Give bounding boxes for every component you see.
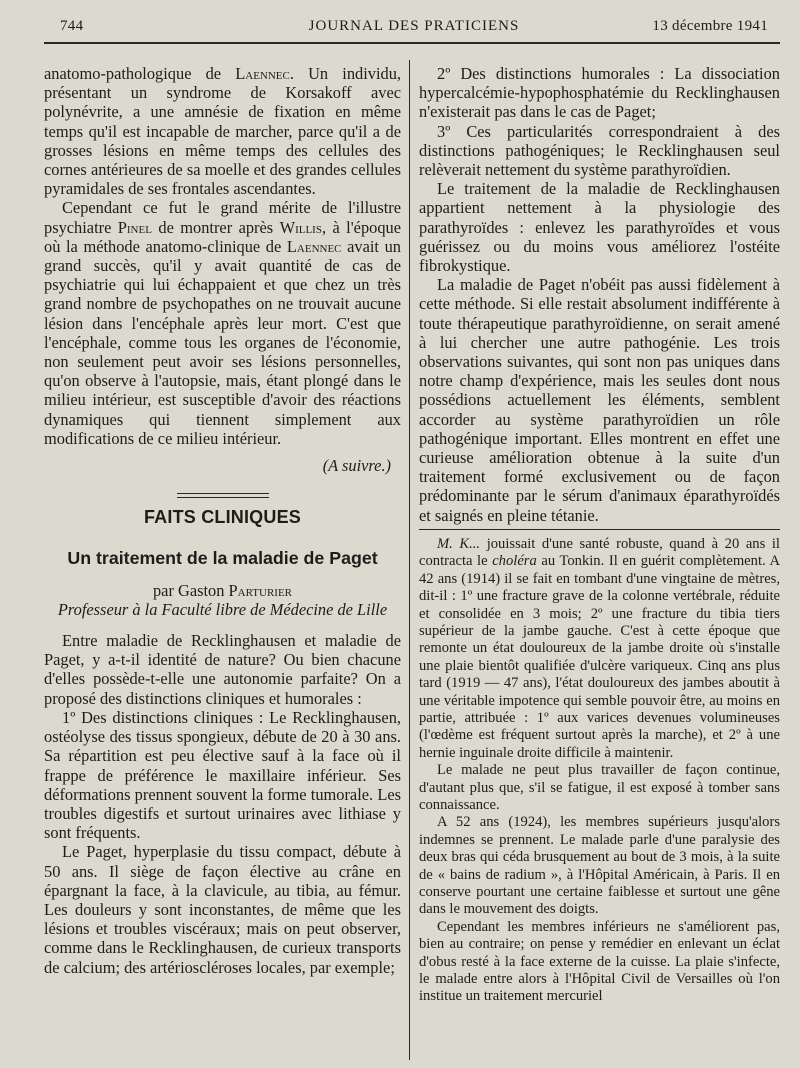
author-name: Parturier — [228, 580, 293, 600]
section-title: FAITS CLINIQUES — [143, 507, 301, 528]
article-title: Un traitement de la maladie de Paget — [67, 548, 378, 569]
paragraph: Le Paget, hyperplasie du tissu compact, débute à 50 ans. Il siège de façon élective au crâne en épargnant la face, à la clavicule, au tibia, au fémur. Les douleurs y sont inconstantes, de même que les lésions et troubles viscéraux; mais on peut observer, comme dans le Recklinghausen, de curieux transports de calcium; des artérioscléroses locales, par exemple; — [44, 842, 401, 977]
paragraph: M. K... jouissait d'une santé robuste, quand à 20 ans il contracta le choléra au Tonkin. Il en guérit complètement. A 42 ans (1914) il se fait en tombant d'une vingtaine de mètres, dit-il : 1º une fracture grave de la colonne vertébrale, réduite et consolidée en 3 mois; 2º une fracture du tibia tiers supérieur de la jambe gauche. C'est à cette époque que remonte un état douloureux de la jambe droite où s'installe une plaie bientôt qualifiée d'ulcère variqueux. Cinq ans plus tard (1919 — 47 ans), l'état douloureux des jambes aboutit à une véritable impotence qui semble pouvoir être, au moins en partie, attribuée : 1º aux varices devenues volumineuses (l'œdème est fréquent surtout après la marche), et 2º à une hernie inguinale droite difficile à maintenir. — [419, 535, 780, 761]
column-divider — [409, 60, 410, 1060]
paragraph: A 52 ans (1924), les membres supérieurs jusqu'alors indemnes se prennent. Le malade parle d'une paralysie des deux bras qui céda brusquement au bout de 3 mois, à la suite de « bains de radium », à l'Hôpital Américain, à Paris. Il en conserve pourtant une certaine faiblesse et surtout une gêne dans le mouvement des doigts. — [419, 814, 780, 918]
paragraph: Cependant ce fut le grand mérite de l'illustre psychiatre Pinel de montrer après Willis, à l'époque où la méthode anatomo-clinique de Laennec avait un grand succès, qu'il y avait quantité de cas de psychiatrie qui lui échappaient et que chez un très grand nombre de psychopathes on ne trouvait aucune lésion dans l'encéphale après leur mort. C'est que l'encéphale, comme tous les organes de l'économie, non seulement peut avoir ses lésions personnelles, qu'on observe à l'autopsie, mais, étant plongé dans le milieu intérieur, est susceptible d'avoir des réactions dynamiques qui tiennent simplement aux modifications de ce milieu intérieur. — [44, 198, 402, 448]
paragraph: 1º Des distinctions cliniques : Le Recklinghausen, ostéolyse des tissus spongieux, débute de 20 à 30 ans. Sa répartition est peu élective sauf à la face où il frappe de préférence le maxillaire inférieur. Ses déformations prennent souvent la forme tumorale. Les troubles digestifs et surtout urinaires avec lithiase y sont fréquents. — [44, 707, 401, 843]
left-column — [44, 64, 401, 977]
journal-title: JOURNAL DES PRATICIENS — [308, 18, 520, 34]
case-separator — [419, 529, 780, 530]
header-rule — [44, 42, 780, 44]
paragraph: Le traitement de la maladie de Recklinghausen appartient nettement à la physiologie des parathyroïdes : enlevez les parathyroïdes et vous guérissez ou du moins vous améliorez l'ostéite fibrokystique. — [419, 179, 780, 276]
case-report — [419, 536, 780, 1006]
page-header — [60, 18, 768, 40]
author-affiliation: Professeur à la Faculté libre de Médecine de Lille — [57, 599, 388, 619]
paragraph: La maladie de Paget n'obéit pas aussi fidèlement à cette méthode. Si elle restait absolument indifférente à toute thérapeutique parathyroïdienne, on serait amené à lui chercher une autre pathogénie. Les trois observations suivantes, qui sont non pas uniques dans notre champ d'expérience, mais les seules dont nous possédions actuellement les éléments, semblent accorder au système parathyroïdien un rôle pathogénique important. Elles montrent en effet une curieuse amélioration obtenue à la suite d'un traitement formé exclusivement ou de façon prédominante par le sérum d'animaux éparathyroïdés et saignés en pleine tétanie. — [419, 275, 780, 525]
paragraph: Entre maladie de Recklinghausen et maladie de Paget, y a-t-il identité de nature? Ou bien chacune d'elles possède-t-elle une autonomie parfaite? On a proposé des distinctions cliniques et humorales : — [44, 631, 401, 708]
page-number: 744 — [60, 18, 84, 34]
paragraph: Le malade ne peut plus travailler de façon continue, d'autant plus que, s'il se fatigue, il est exposé à tomber sans connaissance. — [419, 762, 780, 813]
byline: par Gaston Parturier — [152, 580, 293, 600]
to-be-continued: (A suivre.) — [322, 456, 391, 476]
paragraph: 3º Ces particularités correspondraient à des distinctions pathogéniques; le Recklinghausen seul relèverait nettement du système parathyroïdien. — [419, 121, 780, 180]
section-separator — [177, 493, 269, 498]
paragraph: 2º Des distinctions humorales : La dissociation hypercalcémie-hypophosphatémie du Recklinghausen n'existerait pas dans le cas de Paget; — [419, 64, 780, 122]
paragraph: anatomo-pathologique de Laennec. Un individu, présentant un syndrome de Korsakoff avec polynévrite, a une amnésie de fixation en même temps qu'il est incapable de marcher, parce qu'il a de grosses lésions en même temps des cellules des cornes antérieures de sa moelle et des grandes cellules pyramidales de ses frontales ascendantes. — [44, 64, 401, 199]
issue-date: 13 décembre 1941 — [652, 18, 768, 34]
right-column — [419, 64, 780, 1006]
paragraph: Cependant les membres inférieurs ne s'améliorent pas, bien au contraire; on pense y remédier en enlevant un éclat d'obus resté à la face externe de la cuisse. La plaie s'infecte, le malade entre alors à l'Hôpital Civil de Versailles où l'on institue un traitement mercuriel — [419, 918, 780, 1005]
